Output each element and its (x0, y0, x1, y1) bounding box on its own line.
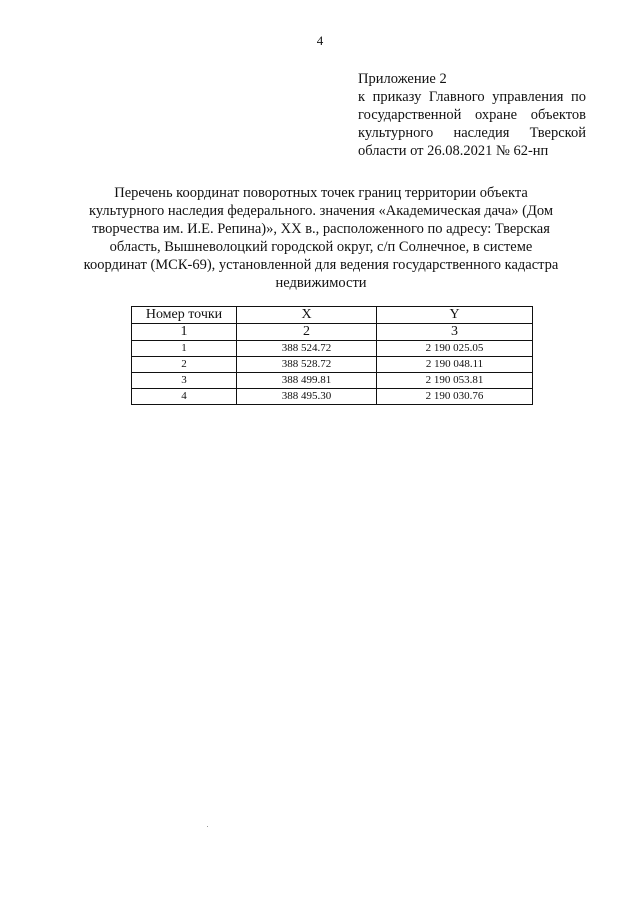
x-cell: 388 528.72 (237, 357, 377, 373)
column-number: 1 (132, 324, 237, 341)
point-number-cell: 1 (132, 341, 237, 357)
header-x: X (237, 307, 377, 324)
title-line: культурного наследия федерального. значения «Академическая дача» (Дом (88, 203, 554, 219)
table-header-row (132, 307, 533, 324)
title-line: Перечень координат поворотных точек границ территории объекта (114, 185, 528, 201)
y-cell: 2 190 048.11 (377, 357, 533, 373)
x-cell: 388 495.30 (237, 389, 377, 405)
table-row (132, 373, 533, 389)
column-number: 2 (237, 324, 377, 341)
page-number: 4 (316, 33, 324, 48)
title-line: координат (МСК-69), установленной для ведения государственного кадастра (83, 257, 559, 273)
x-cell: 388 524.72 (237, 341, 377, 357)
point-number-cell: 2 (132, 357, 237, 373)
y-cell: 2 190 030.76 (377, 389, 533, 405)
appendix-line: области от 26.08.2021 № 62-нп (358, 143, 549, 159)
scan-speck (207, 826, 208, 827)
table-row (132, 357, 533, 373)
y-cell: 2 190 025.05 (377, 341, 533, 357)
x-cell: 388 499.81 (237, 373, 377, 389)
header-point-number: Номер точки (132, 307, 237, 324)
point-number-cell: 4 (132, 389, 237, 405)
y-cell: 2 190 053.81 (377, 373, 533, 389)
appendix-line: государственной охране объектов (358, 107, 586, 123)
title-line: область, Вышневолоцкий городской округ, с/п Солнечное, в системе (109, 239, 533, 255)
column-number-row (132, 324, 533, 341)
title-line: творчества им. И.Е. Репина)», XX в., расположенного по адресу: Тверская (92, 221, 550, 237)
appendix-line: культурного наследия Тверской (358, 125, 586, 141)
point-number-cell: 3 (132, 373, 237, 389)
column-number: 3 (377, 324, 533, 341)
document-title (70, 184, 572, 292)
table-row (132, 389, 533, 405)
title-line: недвижимости (275, 275, 367, 291)
appendix-line: к приказу Главного управления по (358, 89, 586, 105)
table-row (132, 341, 533, 357)
header-y: Y (377, 307, 533, 324)
appendix-block (358, 70, 586, 160)
appendix-title: Приложение 2 (358, 71, 447, 87)
coordinates-table (131, 306, 533, 405)
